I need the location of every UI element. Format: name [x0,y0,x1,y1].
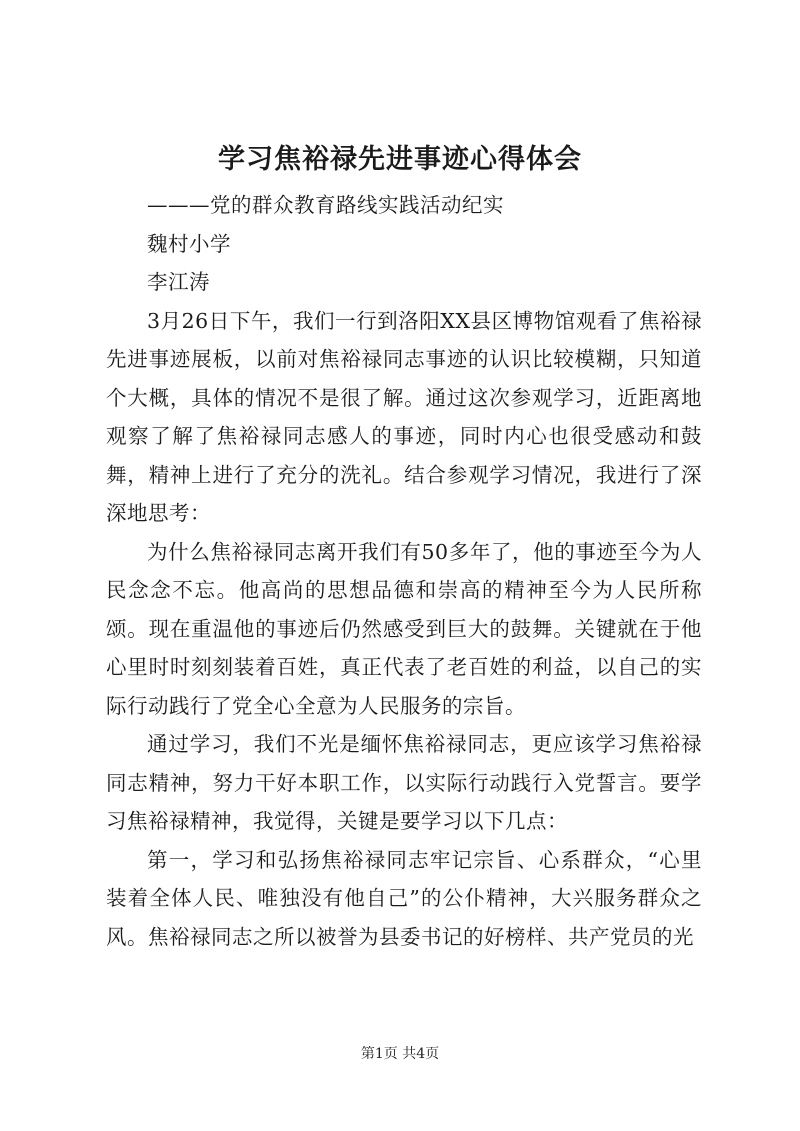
author-name: 李江涛 [147,270,210,294]
document-body [106,186,702,956]
body-paragraph-2: 为什么焦裕禄同志离开我们有50多年了，他的事迹至今为人民念念不忘。他高尚的思想品德和崇高的精神至今为人民所称颂。现在重温他的事迹后仍然感受到巨大的鼓舞。关键就在于他心里时时刻刻装着百姓，真正代表了老百姓的利益，以自己的实际行动践行了党全心全意为人民服务的宗旨。 [106,539,702,718]
school-name: 魏村小学 [147,231,231,256]
page-footer: 第1页 共4页 [360,1046,440,1062]
document-subtitle: ———党的群众教育路线实践活动纪实 [147,193,504,217]
body-paragraph-1: 3月26日下午，我们一行到洛阳XX县区博物馆观看了焦裕禄先进事迹展板，以前对焦裕禄同志事迹的认识比较模糊，只知道个大概，具体的情况不是很了解。通过这次参观学习，近距离地观察了解了焦裕禄同志感人的事迹，同时内心也很受感动和鼓舞，精神上进行了充分的洗礼。结合参观学习情况，我进行了深深地思考： [106,308,702,525]
body-paragraph-4: 第一，学习和弘扬焦裕禄同志牢记宗旨、心系群众，“心里装着全体人民、唯独没有他自己”的公仆精神，大兴服务群众之风。焦裕禄同志之所以被誉为县委书记的好榜样、共产党员的光 [106,847,702,949]
body-paragraph-3: 通过学习，我们不光是缅怀焦裕禄同志，更应该学习焦裕禄同志精神，努力干好本职工作，以实际行动践行入党誓言。要学习焦裕禄精神，我觉得，关键是要学习以下几点： [106,732,702,833]
document-title: 学习焦裕禄先进事迹心得体会 [218,144,582,175]
